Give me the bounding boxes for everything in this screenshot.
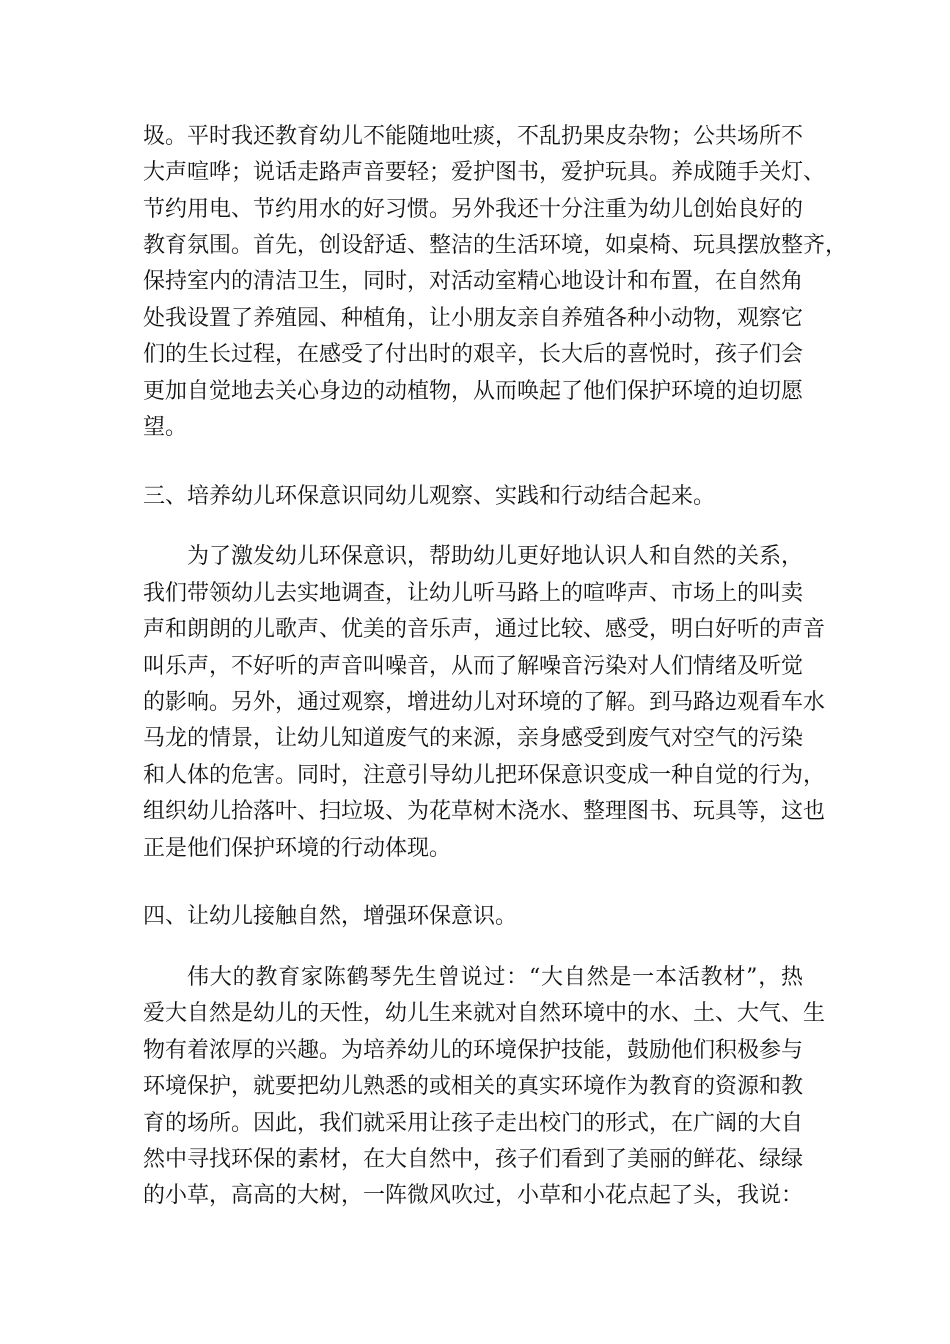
paragraph-1-line-3: 节约用电、节约用水的好习惯。另外我还十分注重为幼儿创始良好的 bbox=[143, 197, 804, 222]
paragraph-2-line-4: 叫乐声，不好听的声音叫噪音，从而了解噪音污染对人们情绪及听觉 bbox=[143, 654, 804, 679]
paragraph-3-line-6: 然中寻找环保的素材，在大自然中，孩子们看到了美丽的鲜花、绿绿 bbox=[143, 1147, 804, 1172]
section-heading-3: 三、培养幼儿环保意识同幼儿观察、实践和行动结合起来。 bbox=[143, 484, 716, 509]
paragraph-2-line-9: 正是他们保护环境的行动体现。 bbox=[143, 836, 452, 861]
section-heading-4: 四、让幼儿接触自然，增强环保意识。 bbox=[143, 904, 518, 929]
paragraph-3-line-2: 爱大自然是幼儿的天性，幼儿生来就对自然环境中的水、土、大气、生 bbox=[143, 1001, 826, 1026]
paragraph-1-line-9: 望。 bbox=[143, 415, 188, 440]
paragraph-1-line-2: 大声喧哗；说话走路声音要轻；爱护图书，爱护玩具。养成随手关灯、 bbox=[143, 160, 826, 185]
paragraph-2-line-7: 和人体的危害。同时，注意引导幼儿把环保意识变成一种自觉的行为， bbox=[143, 763, 826, 788]
paragraph-3-line-1: 伟大的教育家陈鹤琴先生曾说过：“大自然是一本活教材”，热 bbox=[187, 965, 803, 990]
paragraph-1-line-4: 教育氛围。首先，创设舒适、整洁的生活环境，如桌椅、玩具摆放整齐， bbox=[143, 233, 848, 258]
paragraph-1-line-5: 保持室内的清洁卫生，同时，对活动室精心地设计和布置，在自然角 bbox=[143, 269, 804, 294]
paragraph-3-line-7: 的小草，高高的大树，一阵微风吹过，小草和小花点起了头，我说： bbox=[143, 1183, 804, 1208]
paragraph-1-line-6: 处我设置了养殖园、种植角，让小朋友亲自养殖各种小动物，观察它 bbox=[143, 306, 804, 331]
paragraph-2-line-3: 声和朗朗的儿歌声、优美的音乐声，通过比较、感受，明白好听的声音 bbox=[143, 617, 826, 642]
paragraph-2-line-5: 的影响。另外，通过观察，增进幼儿对环境的了解。到马路边观看车水 bbox=[143, 690, 826, 715]
paragraph-3-line-4: 环境保护，就要把幼儿熟悉的或相关的真实环境作为教育的资源和教 bbox=[143, 1074, 804, 1099]
paragraph-2-line-2: 我们带领幼儿去实地调查，让幼儿听马路上的喧哗声、市场上的叫卖 bbox=[143, 581, 804, 606]
paragraph-1-line-7: 们的生长过程，在感受了付出时的艰辛，长大后的喜悦时，孩子们会 bbox=[143, 342, 804, 367]
paragraph-2-line-8: 组织幼儿拾落叶、扫垃圾、为花草树木浇水、整理图书、玩具等，这也 bbox=[143, 799, 826, 824]
paragraph-1-line-8: 更加自觉地去关心身边的动植物，从而唤起了他们保护环境的迫切愿 bbox=[143, 379, 804, 404]
paragraph-3-line-3: 物有着浓厚的兴趣。为培养幼儿的环境保护技能，鼓励他们积极参与 bbox=[143, 1038, 804, 1063]
paragraph-1-line-1: 圾。平时我还教育幼儿不能随地吐痰，不乱扔果皮杂物；公共场所不 bbox=[143, 124, 804, 149]
paragraph-2-line-6: 马龙的情景，让幼儿知道废气的来源，亲身感受到废气对空气的污染 bbox=[143, 726, 804, 751]
paragraph-2-line-1: 为了激发幼儿环保意识，帮助幼儿更好地认识人和自然的关系， bbox=[187, 544, 804, 569]
paragraph-3-line-5: 育的场所。因此，我们就采用让孩子走出校门的形式，在广阔的大自 bbox=[143, 1111, 804, 1136]
